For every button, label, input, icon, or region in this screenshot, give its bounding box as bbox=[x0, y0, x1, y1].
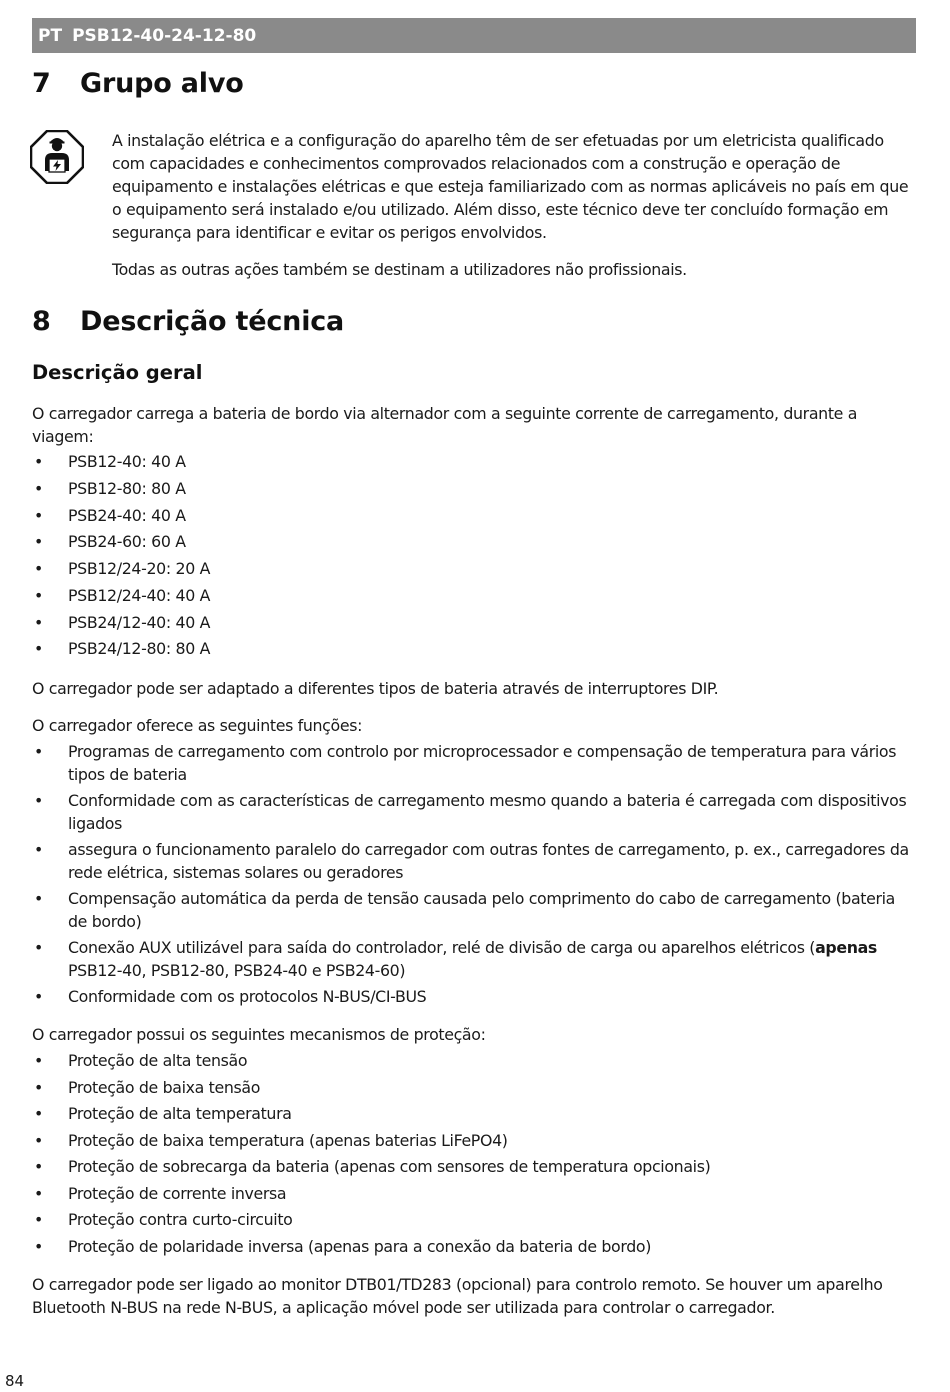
functions-intro: O carregador oferece as seguintes funções: bbox=[32, 716, 363, 735]
section-7-number: 7 bbox=[32, 68, 51, 99]
page-number: 84 bbox=[5, 1372, 25, 1390]
list-item: • PSB12/24-20: 20 A bbox=[34, 559, 211, 578]
section-8-heading bbox=[32, 306, 344, 337]
list-item: • assegura o funcionamento paralelo do carregador com outras fontes de carregamento, p. ex., carregadores da rede elétrica, sistemas solares ou geradores bbox=[34, 840, 909, 882]
list-item: • PSB12-80: 80 A bbox=[34, 478, 186, 498]
list-item: • PSB12/24-40: 40 A bbox=[34, 585, 211, 605]
section-8-number: 8 bbox=[32, 306, 51, 337]
list-item: • PSB24/12-80: 80 A bbox=[34, 639, 211, 659]
section-7-title: Grupo alvo bbox=[80, 68, 244, 99]
list-item: • Proteção de sobrecarga da bateria (apenas com sensores de temperatura opcionais) bbox=[34, 1157, 711, 1176]
language-code: PT bbox=[38, 25, 63, 46]
section-7-heading bbox=[32, 68, 244, 99]
electrician-icon bbox=[30, 130, 84, 184]
list-item: • Proteção contra curto-circuito bbox=[34, 1210, 293, 1229]
list-item: • Compensação automática da perda de tensão causada pelo comprimento do cabo de carregamento (bateria de bordo) bbox=[34, 889, 895, 931]
target-group-paragraph: A instalação elétrica e a configuração do aparelho têm de ser efetuadas por um eletricista qualificado com capacidades e conhecimentos comprovados relacionados com a construção e operação de equipamento e instalações elétricas e que esteja familiarizado com as normas aplicáveis no país em que o equipamento será instalado e/ou utilizado. Além disso, este técnico deve ter concluído formação em segurança para identificar e evitar os perigos envolvidos. bbox=[112, 131, 909, 242]
list-item: • Proteção de baixa tensão bbox=[34, 1077, 261, 1097]
protection-list bbox=[32, 1050, 912, 1262]
dip-switch-paragraph: O carregador pode ser adaptado a diferentes tipos de bateria através de interruptores DIP. bbox=[32, 679, 719, 698]
list-item: • PSB24/12-40: 40 A bbox=[34, 612, 211, 632]
general-description-heading: Descrição geral bbox=[32, 361, 203, 384]
protection-intro: O carregador possui os seguintes mecanismos de proteção: bbox=[32, 1025, 486, 1044]
charging-current-list bbox=[32, 451, 912, 665]
list-item: • PSB24-60: 60 A bbox=[34, 532, 186, 552]
functions-list bbox=[32, 741, 912, 1012]
remote-control-paragraph: O carregador pode ser ligado ao monitor DTB01/TD283 (opcional) para controlo remoto. Se houver um aparelho Bluetooth N-BUS na rede N-BUS, a aplicação móvel pode ser utilizada para controlar o carregador. bbox=[32, 1275, 883, 1317]
list-item: • Proteção de alta temperatura bbox=[34, 1104, 292, 1123]
non-professional-note: Todas as outras ações também se destinam a utilizadores não profissionais. bbox=[112, 260, 687, 279]
list-item: • Proteção de baixa temperatura (apenas baterias LiFePO4) bbox=[34, 1130, 508, 1150]
page-header-bar bbox=[32, 18, 916, 53]
charging-current-intro: O carregador carrega a bateria de bordo via alternador com a seguinte corrente de carregamento, durante a viagem: bbox=[32, 404, 858, 446]
list-item: • Proteção de alta tensão bbox=[34, 1051, 248, 1070]
list-item: • Programas de carregamento com controlo por microprocessador e compensação de temperatura para vários tipos de bateria bbox=[34, 742, 897, 784]
list-item: • Conexão AUX utilizável para saída do controlador, relé de divisão de carga ou aparelhos elétricos (apenas PSB12-40, PSB12-80, PSB24-40 e PSB24-60) bbox=[34, 938, 877, 980]
section-8-title: Descrição técnica bbox=[80, 306, 345, 337]
list-item: • Proteção de polaridade inversa (apenas para a conexão da bateria de bordo) bbox=[34, 1236, 652, 1256]
list-item: • Conformidade com os protocolos N-BUS/CI-BUS bbox=[34, 987, 427, 1006]
list-item: • Conformidade com as características de carregamento mesmo quando a bateria é carregada com dispositivos ligados bbox=[34, 791, 907, 833]
list-item: • PSB24-40: 40 A bbox=[34, 505, 186, 525]
emphasis-apenas: apenas bbox=[815, 938, 877, 957]
list-item: • PSB12-40: 40 A bbox=[34, 452, 186, 471]
list-item: • Proteção de corrente inversa bbox=[34, 1183, 287, 1203]
model-number: PSB12-40-24-12-80 bbox=[72, 25, 257, 46]
